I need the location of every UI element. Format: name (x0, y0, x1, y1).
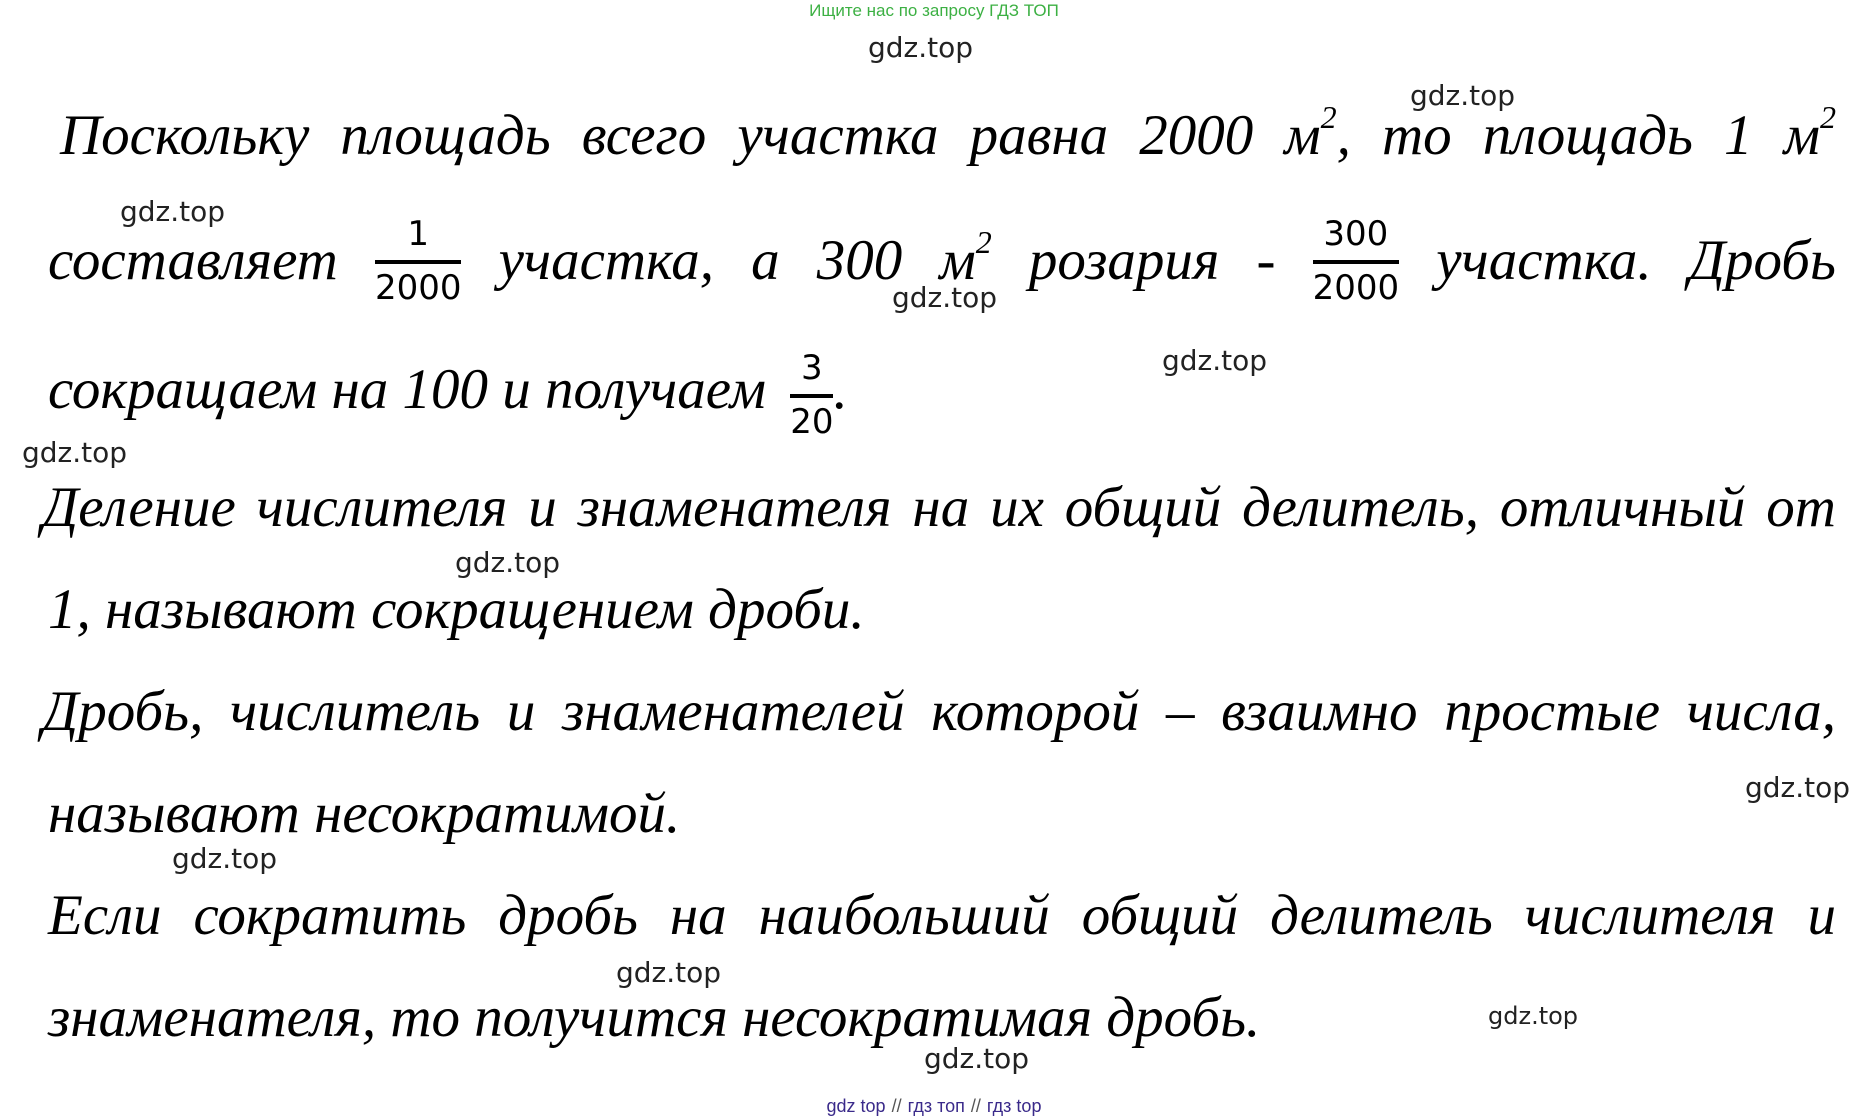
word: сократить (193, 884, 467, 947)
word: розария (1028, 229, 1220, 292)
watermark: gdz.top (892, 281, 998, 314)
word: и (1807, 884, 1836, 947)
word: Деление (42, 476, 236, 539)
word: составляет (48, 229, 338, 292)
superscript: 2 (975, 224, 992, 260)
word: всего (581, 104, 707, 167)
watermark: gdz.top (1745, 771, 1851, 804)
fraction-bar (1313, 260, 1400, 264)
paragraph-4-line-1 (48, 884, 1836, 948)
watermark: gdz.top (924, 1042, 1030, 1075)
paragraph-1-line-1 (60, 99, 1836, 168)
word: делитель (1270, 884, 1493, 947)
paragraph-2-line-1 (42, 476, 1836, 540)
separator: // (970, 1096, 981, 1116)
period: . (833, 358, 848, 422)
word: общий (1064, 476, 1222, 539)
fraction-3-over-20 (790, 348, 833, 442)
footer-link-gdz-top-mixed[interactable]: гдз top (986, 1096, 1042, 1116)
word: Дробь, (42, 680, 204, 743)
fraction-bar (790, 394, 833, 398)
word: Если (48, 884, 162, 947)
footer-links (0, 1095, 1868, 1117)
watermark: gdz.top (1488, 1002, 1579, 1030)
word: наибольший (758, 884, 1050, 947)
footer-link-gdz-top-ru[interactable]: гдз топ (907, 1096, 965, 1116)
word: и (506, 680, 536, 743)
word: – (1166, 680, 1195, 743)
word: знаменателей (561, 680, 905, 743)
paragraph-1-line-2 (48, 214, 1836, 308)
comma: , (1336, 104, 1351, 167)
paragraph-3-line-1 (42, 680, 1836, 744)
word: Поскольку (60, 104, 310, 167)
word: и (528, 476, 557, 539)
word-with-superscript (1284, 99, 1351, 168)
word-with-superscript (1783, 99, 1836, 168)
watermark: gdz.top (455, 546, 561, 579)
numerator: 1 (407, 214, 430, 254)
word: площадь (1482, 104, 1693, 167)
denominator: 2000 (1312, 268, 1400, 308)
word: участка. (1436, 229, 1652, 292)
word: знаменателя (577, 476, 892, 539)
word: - (1256, 229, 1276, 292)
word: 300 (816, 229, 903, 292)
watermark: gdz.top (22, 436, 128, 469)
fraction-bar (375, 260, 462, 264)
unit-m: м (1783, 104, 1820, 167)
word: то (1381, 104, 1452, 167)
word-with-superscript (939, 224, 992, 293)
separator: // (891, 1096, 902, 1116)
word: 1 (1724, 104, 1753, 167)
watermark: gdz.top (868, 31, 974, 64)
unit-m: м (939, 229, 976, 292)
watermark: gdz.top (1410, 79, 1516, 112)
word: Дробь (1688, 229, 1836, 292)
superscript: 2 (1820, 99, 1836, 135)
word: общий (1081, 884, 1239, 947)
word: простые (1444, 680, 1661, 743)
word: взаимно (1221, 680, 1418, 743)
watermark: gdz.top (1162, 344, 1268, 377)
unit-m: м (1284, 104, 1321, 167)
footer-link-gdz-top[interactable]: gdz top (826, 1096, 886, 1116)
paragraph-1-line-3 (48, 348, 1836, 442)
denominator: 20 (790, 402, 834, 442)
word: числителя (256, 476, 508, 539)
word: числитель (230, 680, 481, 743)
superscript: 2 (1320, 99, 1337, 135)
word: их (990, 476, 1044, 539)
word: на (912, 476, 970, 539)
watermark: gdz.top (172, 842, 278, 875)
word: которой (931, 680, 1140, 743)
fraction-300-over-2000 (1313, 214, 1400, 308)
word: числа, (1686, 680, 1836, 743)
word: дробь (498, 884, 638, 947)
word: а (751, 229, 780, 292)
denominator: 2000 (374, 268, 462, 308)
numerator: 300 (1323, 214, 1389, 254)
word: отличный (1499, 476, 1746, 539)
word: равна (969, 104, 1109, 167)
word: на (669, 884, 727, 947)
watermark: gdz.top (616, 956, 722, 989)
word: участка, (498, 229, 715, 292)
paragraph-2-line-2: 1, называют сокращением дроби. (48, 578, 865, 641)
word: площадь (340, 104, 551, 167)
search-banner[interactable]: Ищите нас по запросу ГДЗ ТОП (809, 1, 1059, 20)
watermark: gdz.top (120, 195, 226, 228)
line-text: сокращаем на 100 и получаем (48, 358, 766, 422)
word: делитель, (1242, 476, 1479, 539)
word: участка (737, 104, 939, 167)
word: числителя (1524, 884, 1776, 947)
paragraph-3-line-2: называют несократимой. (48, 782, 681, 845)
word: 2000 (1139, 104, 1254, 167)
paragraph-4-line-2: знаменателя, то получится несократимая дробь. (48, 986, 1261, 1049)
numerator: 3 (801, 348, 823, 388)
word: от (1766, 476, 1836, 539)
fraction-1-over-2000 (375, 214, 462, 308)
